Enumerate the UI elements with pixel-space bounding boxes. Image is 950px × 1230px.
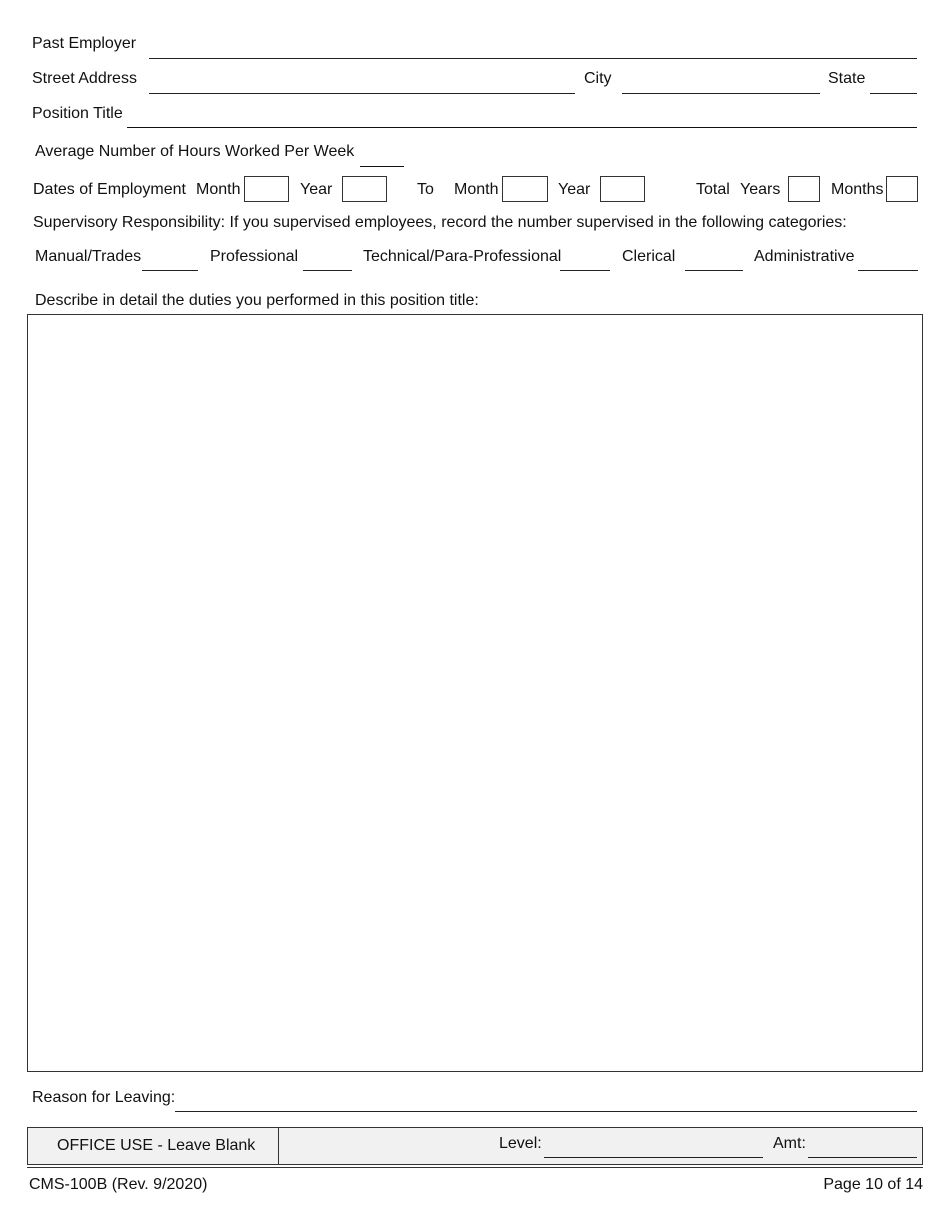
dates-of-employment-label: Dates of Employment (33, 181, 186, 198)
office-amt-field[interactable] (808, 1157, 917, 1158)
start-month-box[interactable] (244, 176, 289, 202)
end-month-label: Month (454, 181, 499, 198)
category-professional: Professional (210, 248, 299, 265)
duties-textarea[interactable] (27, 314, 923, 1072)
supervisory-text: Supervisory Responsibility: If you supervised employees, record the number supervised in the following categories: (33, 214, 847, 231)
category-technical: Technical/Para-Professional (363, 248, 562, 265)
past-employer-label: Past Employer (32, 35, 137, 52)
office-use-divider (278, 1127, 279, 1165)
to-label: To (417, 181, 434, 198)
start-year-label: Year (300, 181, 333, 198)
end-year-label: Year (558, 181, 591, 198)
category-clerical: Clerical (622, 248, 676, 265)
page-number: Page 10 of 14 (823, 1176, 923, 1193)
office-level-field[interactable] (544, 1157, 763, 1158)
total-years-box[interactable] (788, 176, 820, 202)
duties-label: Describe in detail the duties you performed in this position title: (35, 292, 479, 309)
street-address-label: Street Address (32, 70, 137, 87)
category-administrative: Administrative (754, 248, 855, 265)
avg-hours-label: Average Number of Hours Worked Per Week (35, 143, 355, 160)
office-level-label: Level: (499, 1135, 542, 1152)
start-year-box[interactable] (342, 176, 387, 202)
reason-for-leaving-field[interactable] (175, 1111, 917, 1112)
city-field[interactable] (622, 93, 820, 94)
state-label: State (828, 70, 866, 87)
category-manual-trades: Manual/Trades (35, 248, 142, 265)
total-months-box[interactable] (886, 176, 918, 202)
end-year-box[interactable] (600, 176, 645, 202)
technical-field[interactable] (560, 270, 610, 271)
state-field[interactable] (870, 93, 917, 94)
professional-field[interactable] (303, 270, 352, 271)
position-title-label: Position Title (32, 105, 123, 122)
street-address-field[interactable] (149, 93, 575, 94)
total-months-label: Months (831, 181, 884, 198)
clerical-field[interactable] (685, 270, 743, 271)
office-use-title: OFFICE USE - Leave Blank (57, 1137, 256, 1154)
total-years-label: Years (740, 181, 781, 198)
total-label: Total (696, 181, 730, 198)
city-label: City (584, 70, 612, 87)
position-title-field[interactable] (127, 127, 917, 128)
office-amt-label: Amt: (773, 1135, 806, 1152)
form-id: CMS-100B (Rev. 9/2020) (29, 1176, 208, 1193)
office-use-bottom-rule (27, 1167, 923, 1168)
start-month-label: Month (196, 181, 241, 198)
past-employer-field[interactable] (149, 58, 917, 59)
avg-hours-field[interactable] (360, 166, 404, 167)
administrative-field[interactable] (858, 270, 918, 271)
end-month-box[interactable] (502, 176, 548, 202)
manual-trades-field[interactable] (142, 270, 198, 271)
reason-for-leaving-label: Reason for Leaving: (32, 1089, 176, 1106)
